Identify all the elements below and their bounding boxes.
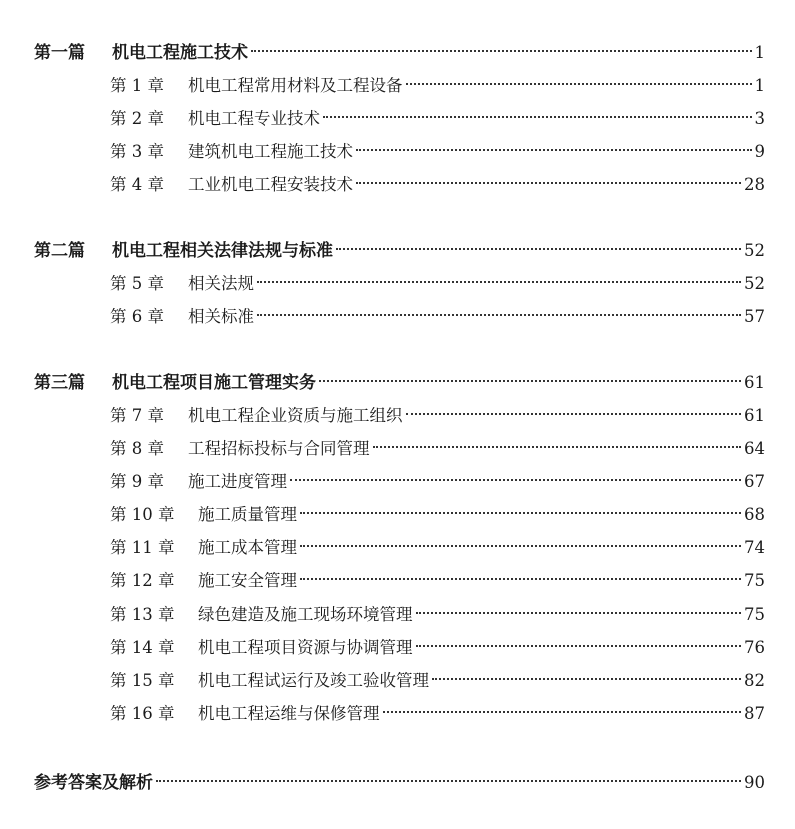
page-number: 9 bbox=[754, 142, 765, 161]
dot-leader bbox=[300, 578, 741, 580]
dot-leader bbox=[416, 645, 742, 647]
toc-part-1[interactable] bbox=[34, 36, 765, 69]
toc-chapter-13[interactable] bbox=[110, 598, 765, 631]
dot-leader bbox=[251, 50, 752, 52]
chapter-title: 机电工程企业资质与施工组织 bbox=[188, 406, 403, 425]
dot-leader bbox=[336, 248, 741, 250]
toc-appendix[interactable] bbox=[34, 766, 765, 799]
chapter-number: 第 4 章 bbox=[110, 175, 164, 194]
toc-chapter-7[interactable] bbox=[110, 399, 765, 432]
dot-leader bbox=[257, 281, 741, 283]
chapter-number: 第 16 章 bbox=[110, 704, 175, 723]
dot-leader bbox=[373, 446, 742, 448]
appendix-title: 参考答案及解析 bbox=[34, 773, 153, 793]
dot-leader bbox=[257, 314, 741, 316]
page-number: 67 bbox=[744, 472, 765, 491]
dot-leader bbox=[432, 678, 741, 680]
toc-chapter-1[interactable] bbox=[110, 69, 765, 102]
page-number: 61 bbox=[744, 373, 765, 392]
chapter-title: 机电工程常用材料及工程设备 bbox=[188, 76, 403, 95]
toc-chapter-8[interactable] bbox=[110, 432, 765, 465]
part-number: 第二篇 bbox=[34, 241, 85, 261]
page-number: 3 bbox=[754, 109, 765, 128]
toc-part-3[interactable] bbox=[34, 366, 765, 399]
chapter-number: 第 2 章 bbox=[110, 109, 164, 128]
dot-leader bbox=[156, 780, 741, 782]
chapter-number: 第 3 章 bbox=[110, 142, 164, 161]
page-number: 76 bbox=[744, 638, 765, 657]
page-number: 75 bbox=[744, 571, 765, 590]
page-number: 52 bbox=[744, 274, 765, 293]
toc-chapter-5[interactable] bbox=[110, 267, 765, 300]
chapter-number: 第 7 章 bbox=[110, 406, 164, 425]
part-number: 第三篇 bbox=[34, 373, 85, 393]
dot-leader bbox=[300, 512, 741, 514]
toc-chapter-15[interactable] bbox=[110, 664, 765, 697]
page-number: 82 bbox=[744, 671, 765, 690]
chapter-title: 机电工程专业技术 bbox=[188, 109, 320, 128]
toc-part-2[interactable] bbox=[34, 234, 765, 267]
chapter-title: 绿色建造及施工现场环境管理 bbox=[198, 605, 413, 624]
dot-leader bbox=[319, 380, 741, 382]
chapter-title: 建筑机电工程施工技术 bbox=[188, 142, 353, 161]
chapter-number: 第 9 章 bbox=[110, 472, 164, 491]
chapter-title: 工业机电工程安装技术 bbox=[188, 175, 353, 194]
page-number: 90 bbox=[744, 773, 765, 792]
page-number: 61 bbox=[744, 406, 765, 425]
toc-chapter-3[interactable] bbox=[110, 135, 765, 168]
chapter-title: 相关法规 bbox=[188, 274, 254, 293]
part-title: 机电工程相关法律法规与标准 bbox=[112, 241, 333, 261]
chapter-number: 第 12 章 bbox=[110, 571, 175, 590]
chapter-number: 第 11 章 bbox=[110, 538, 175, 557]
chapter-title: 机电工程项目资源与协调管理 bbox=[198, 638, 413, 657]
page-number: 1 bbox=[754, 76, 765, 95]
page-number: 64 bbox=[744, 439, 765, 458]
page-number: 57 bbox=[744, 307, 765, 326]
toc-chapter-10[interactable] bbox=[110, 498, 765, 531]
dot-leader bbox=[290, 479, 741, 481]
toc-chapter-2[interactable] bbox=[110, 102, 765, 135]
page-number: 75 bbox=[744, 605, 765, 624]
page-number: 1 bbox=[754, 43, 765, 62]
dot-leader bbox=[406, 83, 752, 85]
toc-chapter-6[interactable] bbox=[110, 300, 765, 333]
chapter-number: 第 10 章 bbox=[110, 505, 175, 524]
chapter-number: 第 1 章 bbox=[110, 76, 164, 95]
chapter-number: 第 15 章 bbox=[110, 671, 175, 690]
chapter-title: 机电工程试运行及竣工验收管理 bbox=[198, 671, 429, 690]
page-number: 52 bbox=[744, 241, 765, 260]
toc-chapter-12[interactable] bbox=[110, 564, 765, 597]
dot-leader bbox=[416, 612, 742, 614]
part-title: 机电工程施工技术 bbox=[112, 43, 248, 63]
chapter-title: 机电工程运维与保修管理 bbox=[198, 704, 380, 723]
chapter-title: 施工成本管理 bbox=[198, 538, 297, 557]
part-number: 第一篇 bbox=[34, 43, 85, 63]
dot-leader bbox=[406, 413, 742, 415]
dot-leader bbox=[356, 182, 741, 184]
chapter-number: 第 13 章 bbox=[110, 605, 175, 624]
part-title: 机电工程项目施工管理实务 bbox=[112, 373, 316, 393]
chapter-title: 相关标准 bbox=[188, 307, 254, 326]
page-number: 74 bbox=[744, 538, 765, 557]
toc-chapter-14[interactable] bbox=[110, 631, 765, 664]
page-number: 28 bbox=[744, 175, 765, 194]
chapter-number: 第 14 章 bbox=[110, 638, 175, 657]
toc-chapter-4[interactable] bbox=[110, 168, 765, 201]
chapter-number: 第 5 章 bbox=[110, 274, 164, 293]
page-number: 87 bbox=[744, 704, 765, 723]
chapter-title: 施工进度管理 bbox=[188, 472, 287, 491]
chapter-title: 施工质量管理 bbox=[198, 505, 297, 524]
toc-chapter-9[interactable] bbox=[110, 465, 765, 498]
chapter-title: 工程招标投标与合同管理 bbox=[188, 439, 370, 458]
toc-chapter-16[interactable] bbox=[110, 697, 765, 730]
chapter-title: 施工安全管理 bbox=[198, 571, 297, 590]
chapter-number: 第 6 章 bbox=[110, 307, 164, 326]
page-number: 68 bbox=[744, 505, 765, 524]
dot-leader bbox=[356, 149, 752, 151]
dot-leader bbox=[383, 711, 742, 713]
dot-leader bbox=[323, 116, 752, 118]
dot-leader bbox=[300, 545, 741, 547]
toc-chapter-11[interactable] bbox=[110, 531, 765, 564]
chapter-number: 第 8 章 bbox=[110, 439, 164, 458]
